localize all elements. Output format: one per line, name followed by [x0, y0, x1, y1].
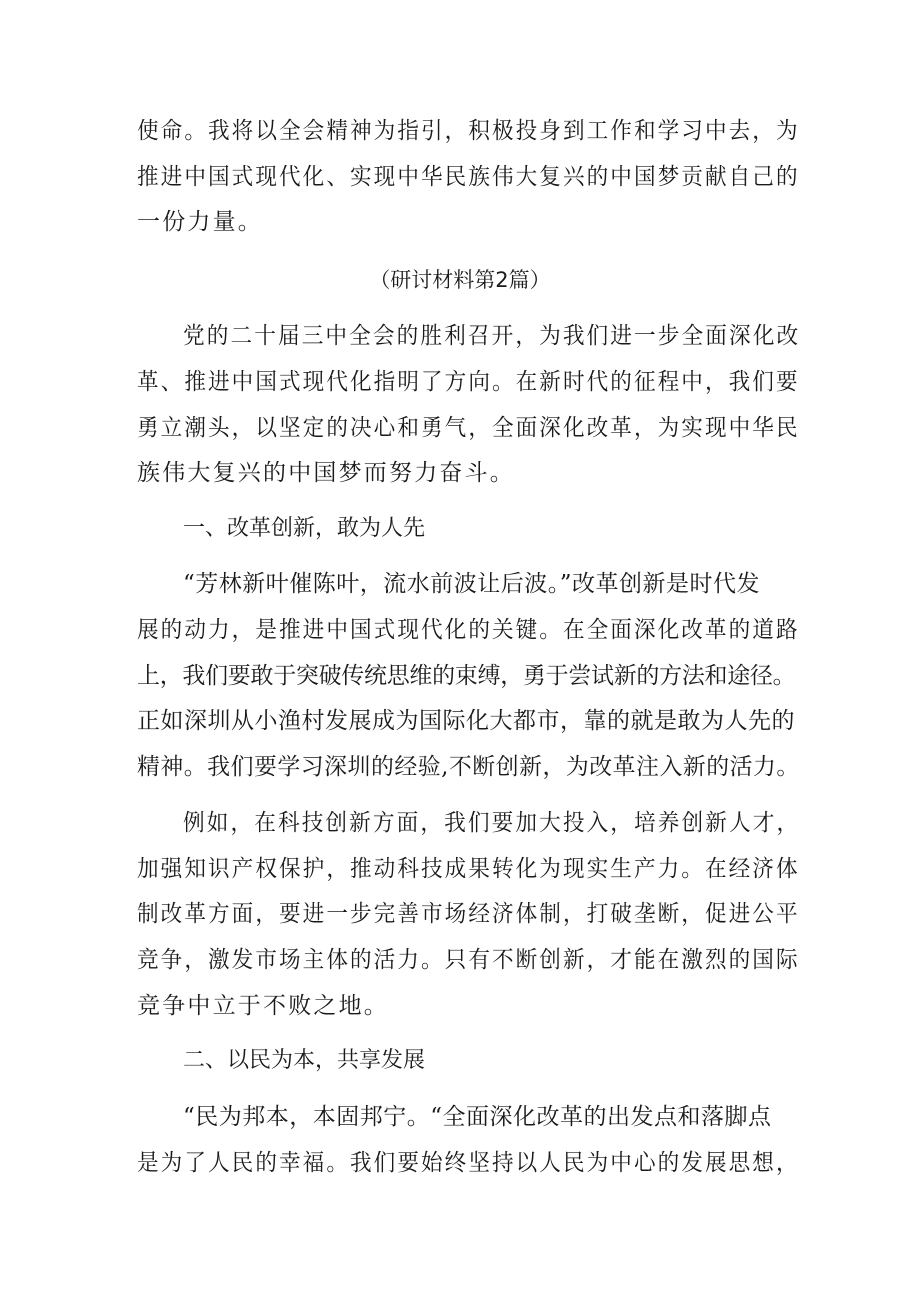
text-line: 制改革方面，要进一步完善市场经济体制，打破垄断，促进公平 — [137, 901, 800, 927]
text-line: “芳林新叶催陈叶，流水前波让后波。”改革创新是时代发 — [183, 571, 761, 597]
text-line: 正如深圳从小渔村发展成为国际化大都市，靠的就是敢为人先的 — [137, 708, 795, 734]
text-line: 一份力量。 — [137, 209, 263, 235]
text-line: 党的二十届三中全会的胜利召开，为我们进一步全面深化改 — [183, 323, 801, 349]
text-line: 精神。我们要学习深圳的经验,不断创新，为改革注入新的活力。 — [137, 754, 800, 780]
text-line: 展的动力，是推进中国式现代化的关键。在全面深化改革的道路 — [137, 617, 800, 643]
document-subtitle: （研讨材料第2篇） — [369, 268, 551, 292]
text-line: 例如，在科技创新方面，我们要加大投入，培养创新人才， — [183, 810, 801, 836]
text-line: 使命。我将以全会精神为指引，积极投身到工作和学习中去，为 — [137, 118, 800, 144]
text-line: 族伟大复兴的中国梦而努力奋斗。 — [137, 460, 515, 486]
section-heading-2: 二、以民为本，共享发展 — [183, 1048, 426, 1073]
text-line: 竞争，激发市场主体的活力。只有不断创新，才能在激烈的国际 — [137, 947, 800, 973]
text-line: 是为了人民的幸福。我们要始终坚持以人民为中心的发展思想， — [137, 1150, 800, 1176]
text-line: 竞争中立于不败之地。 — [137, 993, 389, 1019]
text-line: 勇立潮头，以坚定的决心和勇气，全面深化改革，为实现中华民 — [137, 415, 800, 441]
text-line: 加强知识产权保护，推动科技成果转化为现实生产力。在经济体 — [137, 856, 800, 882]
text-line: “民为邦本，本固邦宁。“全面深化改革的出发点和落脚点 — [183, 1104, 772, 1130]
text-line: 革、推进中国式现代化指明了方向。在新时代的征程中，我们要 — [137, 369, 800, 395]
text-line: 上，我们要敢于突破传统思维的束缚，勇于尝试新的方法和途径。 — [137, 663, 796, 689]
section-heading-1: 一、改革创新，敢为人先 — [183, 516, 426, 541]
text-line: 推进中国式现代化、实现中华民族伟大复兴的中国梦贡献自己的 — [137, 164, 800, 190]
